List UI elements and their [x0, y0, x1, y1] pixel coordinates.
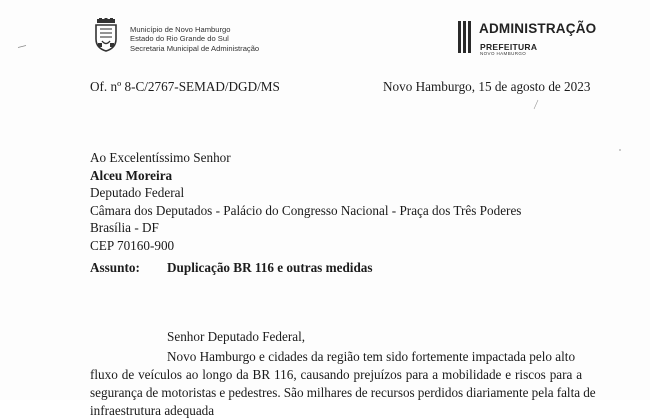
paragraph-line: fluxo de veículos ao longo da BR 116, causando prejuízos para a mobilidade e riscos para a [90, 367, 583, 382]
paragraph-line: Novo Hamburgo e cidades da região tem sido fortemente impactada pelo alto [167, 349, 576, 364]
body-paragraph [90, 348, 596, 420]
paragraph-line: segurança de motoristas e pedestres. São milhares de recursos perdidos diariamente pela falta de [90, 385, 596, 400]
recipient-cep: CEP 70160-900 [90, 237, 175, 253]
coat-of-arms-icon [94, 19, 118, 52]
paragraph-line: infraestrutura adequada [90, 403, 215, 418]
pen-mark [533, 100, 539, 109]
recipient-salutation: Ao Excelentíssimo Senhor [90, 150, 231, 165]
subject-text: Duplicação BR 116 e outras medidas [167, 260, 373, 275]
recipient-block [90, 149, 521, 254]
logo-prefeitura: PREFEITURA [480, 42, 538, 52]
letter-date: Novo Hamburgo, 15 de agosto de 2023 [383, 79, 591, 94]
logo-title: ADMINISTRAÇÃO [479, 21, 597, 36]
logo-city: NOVO HAMBURGO [480, 51, 527, 56]
recipient-role: Deputado Federal [90, 185, 185, 200]
secretariat-line: Secretaria Municipal de Administração [130, 43, 260, 53]
pen-mark [18, 45, 26, 48]
recipient-address: Câmara dos Deputados - Palácio do Congresso Nacional - Praça dos Três Poderes [90, 202, 522, 218]
subject-label: Assunto: [90, 260, 140, 275]
municipality-block [130, 25, 259, 53]
recipient-city: Brasília - DF [90, 220, 159, 235]
administracao-logo-icon [458, 21, 474, 53]
state-line: Estado do Rio Grande do Sul [130, 34, 229, 44]
recipient-name: Alceu Moreira [90, 167, 173, 183]
reference-number: Of. nº 8-C/2767-SEMAD/DGD/MS [90, 79, 280, 94]
letter-greeting: Senhor Deputado Federal, [167, 329, 306, 344]
municipality-line: Município de Novo Hamburgo [130, 25, 231, 34]
pen-mark [618, 148, 622, 152]
